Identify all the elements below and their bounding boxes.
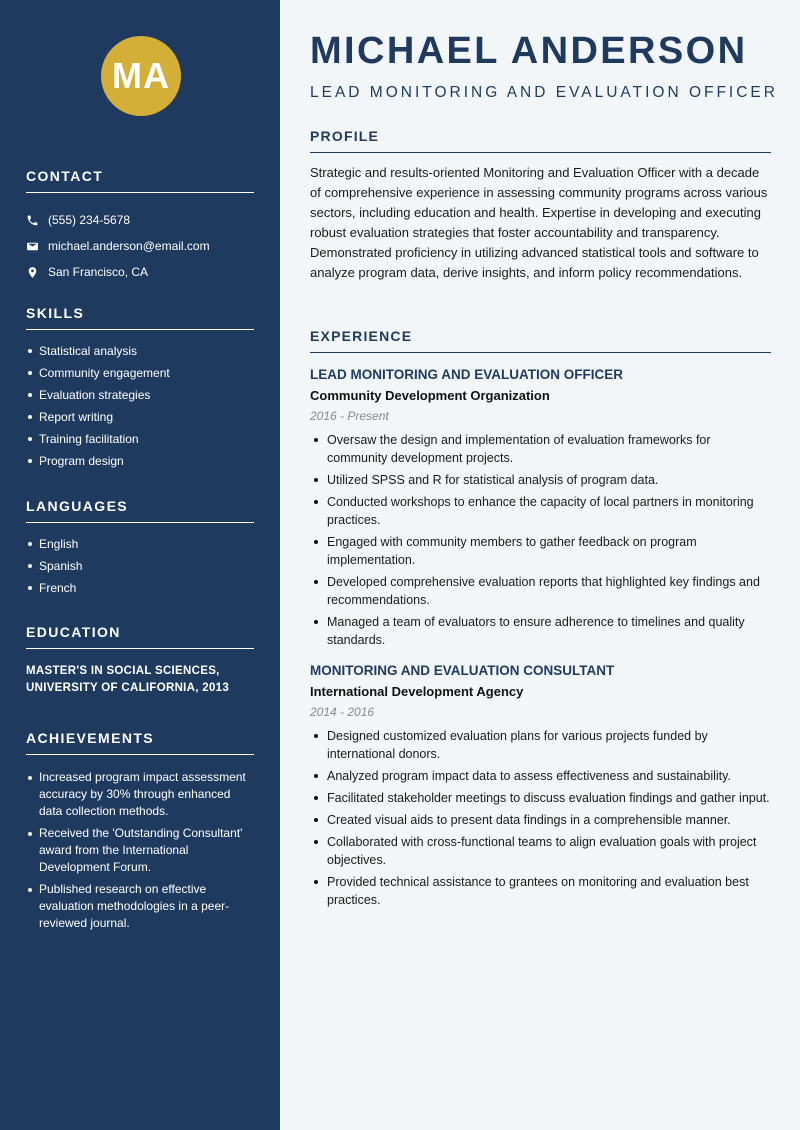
job-bullet: Conducted workshops to enhance the capacity of local partners in monitoring practices. <box>310 493 771 529</box>
contact-location <box>26 259 254 285</box>
skill-item: Statistical analysis <box>26 344 254 366</box>
skill-item: Report writing <box>26 410 254 432</box>
email-text: michael.anderson@email.com <box>48 239 210 253</box>
experience-section <box>310 328 771 913</box>
contact-email <box>26 233 254 259</box>
education-section <box>26 624 254 697</box>
achievements-heading: ACHIEVEMENTS <box>26 730 254 755</box>
education-heading: EDUCATION <box>26 624 254 649</box>
candidate-name: MICHAEL ANDERSON <box>310 30 748 72</box>
skills-list <box>26 344 254 476</box>
phone-text: (555) 234-5678 <box>48 213 131 227</box>
job-bullet: Managed a team of evaluators to ensure adherence to timelines and quality standards. <box>310 613 771 649</box>
achievement-item: Published research on effective evaluation methodologies in a peer-reviewed journal. <box>26 881 254 932</box>
job-bullet: Analyzed program impact data to assess effectiveness and sustainability. <box>310 767 771 785</box>
profile-text: Strategic and results-oriented Monitoring and Evaluation Officer with a decade of comprehensive experience in assessing community programs across various sectors, including education and health. Expertise in developing and executing robust evaluation strategies that foster accountability and transparency. Demonstrated proficiency in utilizing advanced statistical tools and software to analyze program data, derive insights, and inform policy recommendations. <box>310 165 768 280</box>
job-bullet: Oversaw the design and implementation of evaluation frameworks for community development projects. <box>310 431 771 467</box>
job-entry <box>310 367 771 649</box>
profile-section <box>310 128 771 283</box>
profile-heading: PROFILE <box>310 128 771 153</box>
location-text: San Francisco, CA <box>48 265 149 279</box>
achievement-item: Increased program impact assessment accuracy by 30% through enhanced data collection methods. <box>26 769 254 820</box>
job-role: LEAD MONITORING AND EVALUATION OFFICER <box>310 367 623 382</box>
job-company: International Development Agency <box>310 684 524 699</box>
contact-phone <box>26 207 254 233</box>
job-bullet: Facilitated stakeholder meetings to discuss evaluation findings and gather input. <box>310 789 771 807</box>
job-bullet: Provided technical assistance to grantees on monitoring and evaluation best practices. <box>310 873 771 909</box>
candidate-job-title: LEAD MONITORING AND EVALUATION OFFICER <box>310 84 778 101</box>
avatar: MA <box>101 36 181 116</box>
language-item: English <box>26 537 254 559</box>
achievements-list <box>26 769 254 932</box>
job-bullet: Engaged with community members to gather feedback on program implementation. <box>310 533 771 569</box>
sidebar <box>0 0 280 1130</box>
skill-item: Evaluation strategies <box>26 388 254 410</box>
skill-item: Community engagement <box>26 366 254 388</box>
job-bullet: Utilized SPSS and R for statistical analysis of program data. <box>310 471 771 489</box>
education-degree: MASTER'S IN SOCIAL SCIENCES, <box>26 665 220 677</box>
job-bullets <box>310 727 771 909</box>
languages-section <box>26 498 254 603</box>
job-role: MONITORING AND EVALUATION CONSULTANT <box>310 663 615 678</box>
job-dates: 2014 - 2016 <box>310 705 375 719</box>
language-item: French <box>26 581 254 603</box>
job-dates: 2016 - Present <box>310 409 389 423</box>
skills-heading: SKILLS <box>26 305 254 330</box>
job-bullet: Collaborated with cross-functional teams to align evaluation goals with project objectives. <box>310 833 771 869</box>
job-bullet: Created visual aids to present data findings in a comprehensible manner. <box>310 811 771 829</box>
experience-heading: EXPERIENCE <box>310 328 771 353</box>
skills-section <box>26 305 254 476</box>
phone-icon <box>26 214 39 227</box>
email-icon <box>26 240 39 253</box>
languages-list <box>26 537 254 603</box>
achievements-section <box>26 730 254 937</box>
language-item: Spanish <box>26 559 254 581</box>
skill-item: Program design <box>26 454 254 476</box>
skill-item: Training facilitation <box>26 432 254 454</box>
job-entry <box>310 663 771 909</box>
languages-heading: LANGUAGES <box>26 498 254 523</box>
job-bullet: Developed comprehensive evaluation reports that highlighted key findings and recommendations. <box>310 573 771 609</box>
contact-heading: CONTACT <box>26 168 254 193</box>
location-pin-icon <box>26 266 39 279</box>
achievement-item: Received the 'Outstanding Consultant' award from the International Development Forum. <box>26 825 254 876</box>
education-school: UNIVERSITY OF CALIFORNIA, 2013 <box>26 682 230 694</box>
job-bullet: Designed customized evaluation plans for various projects funded by international donors. <box>310 727 771 763</box>
contact-section <box>26 168 254 285</box>
job-company: Community Development Organization <box>310 388 550 403</box>
job-bullets <box>310 431 771 649</box>
